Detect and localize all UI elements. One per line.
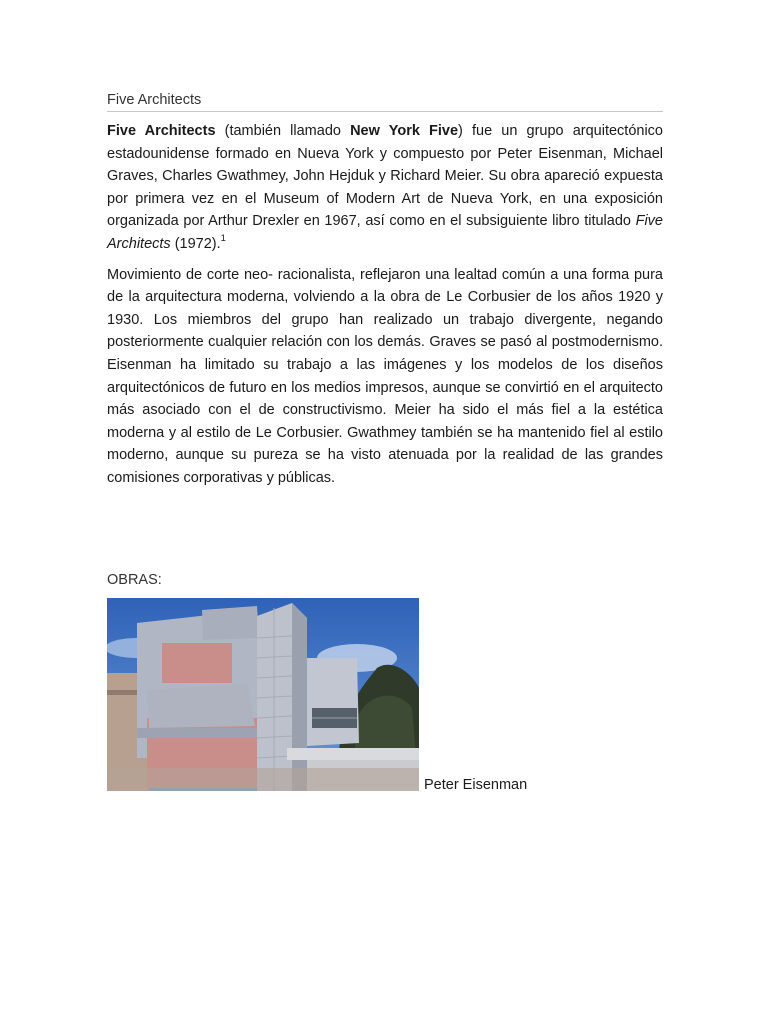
document-page	[107, 90, 663, 490]
building-photo	[107, 598, 419, 791]
footnote-marker[interactable]: 1	[220, 233, 226, 245]
term-five-architects: Five Architects	[107, 123, 216, 139]
book-title: Five Architects	[107, 213, 663, 252]
works-label: OBRAS:	[107, 572, 162, 588]
intro-paragraph	[107, 120, 663, 256]
intro-text-c: (1972).	[170, 235, 221, 252]
term-new-york-five: New York Five	[350, 123, 459, 139]
intro-text-b: ) fue un grupo arquitectónico estadounidense formado en Nueva York y compuesto por Peter Eisenman, Michael Graves, Charles Gwathmey, John Hejduk y Richard Meier. Su obra apareció expuesta por primera vez en el Museum of Modern Art de Nueva York, en una exposición organizada por Arthur Drexler en 1967, así como en el subsiguiente libro titulado	[107, 123, 664, 230]
page-title: Five Architects	[107, 90, 663, 112]
body-paragraph: Movimiento de corte neo- racionalista, reflejaron una lealtad común a una forma pura de la arquitectura moderna, volviendo a la obra de Le Corbusier de los años 1920 y 1930. Los miembros del grupo han realizado un trabajo divergente, negando posteriormente cualquier relación con los demás. Graves se pasó al postmodernismo. Eisenman ha limitado su trabajo a las imágenes y los modelos de los diseños arquitectónicos de futuro en los medios impresos, aunque se convirtió en el arquitecto más asociado con el de constructivismo. Meier ha sido el más fiel a la estética moderna y al estilo de Le Corbusier. Gwathmey también se ha mantenido fiel al estilo moderno, aunque su pureza se ha visto atenuada por la realidad de las grandes comisiones corporativas y públicas.	[107, 266, 663, 486]
intro-text-a: (también llamado	[215, 123, 351, 139]
photo-caption: Peter Eisenman	[424, 777, 528, 793]
eisenman-building-illustration	[107, 598, 419, 791]
